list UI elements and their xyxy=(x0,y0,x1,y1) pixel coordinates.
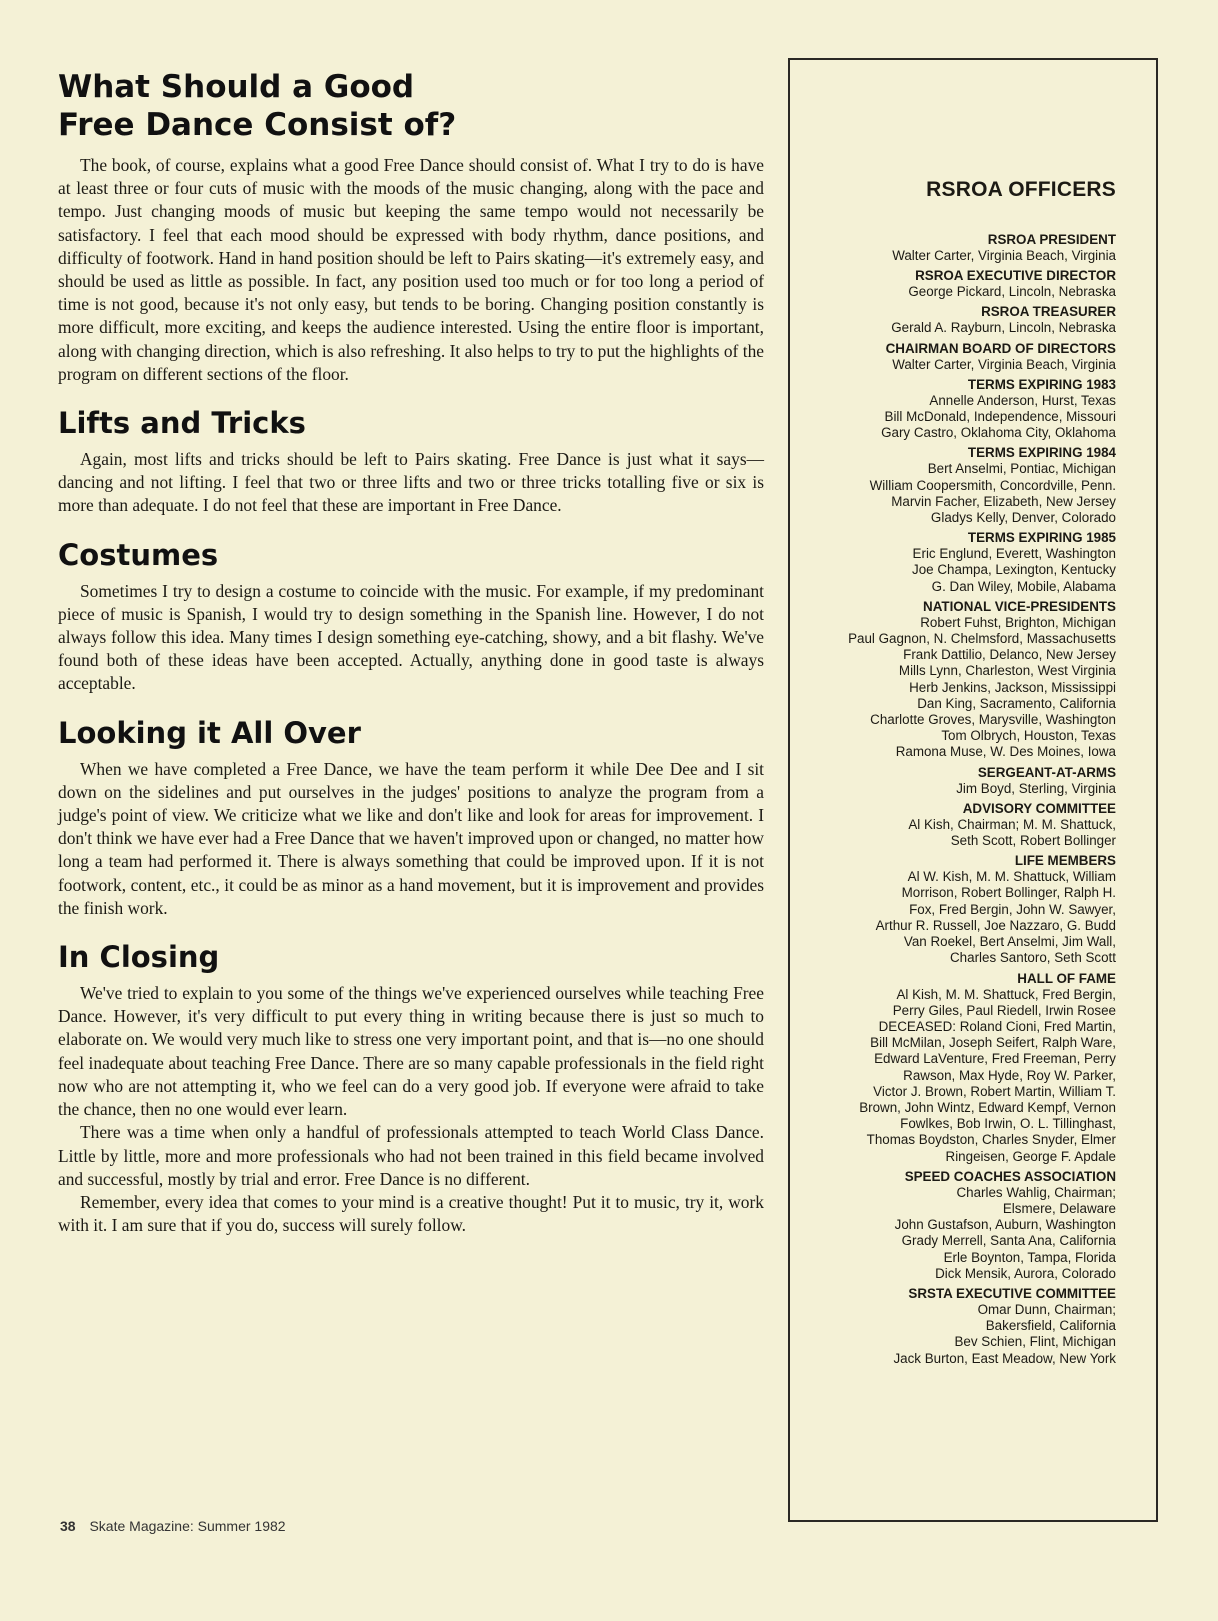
officer-entry: Dan King, Sacramento, California xyxy=(917,695,1116,711)
officer-entry: Victor J. Brown, Robert Martin, William T. xyxy=(873,1083,1116,1099)
officer-entry: William Coopersmith, Concordville, Penn. xyxy=(869,477,1116,493)
officer-section xyxy=(800,268,1116,300)
officer-entry: Al Kish, M. M. Shattuck, Fred Bergin, xyxy=(896,986,1116,1002)
section-paragraph: Again, most lifts and tricks should be left to Pairs skating. Free Dance is just what it says—dancing and not lifting. I feel that two or three lifts and two or three tricks totalling five or six is more than adequate. I do not feel that these are important in Free Dance. xyxy=(58,449,764,516)
officers-sidebar xyxy=(788,58,1158,1522)
page-footer xyxy=(60,1518,286,1534)
officer-section xyxy=(800,341,1116,373)
page-number: 38 xyxy=(60,1518,76,1534)
officer-section-title: RSROA TREASURER xyxy=(981,304,1116,320)
officer-entry: Gerald A. Rayburn, Lincoln, Nebraska xyxy=(891,320,1116,336)
officer-entry: Erle Boynton, Tampa, Florida xyxy=(943,1249,1116,1265)
officer-entry: Perry Giles, Paul Riedell, Irwin Rosee xyxy=(892,1002,1116,1018)
officer-entry: Edward LaVenture, Fred Freeman, Perry xyxy=(874,1051,1116,1067)
officer-section-title: CHAIRMAN BOARD OF DIRECTORS xyxy=(885,340,1116,356)
officer-section-title: SPEED COACHES ASSOCIATION xyxy=(904,1168,1116,1184)
officer-entry: Ringeisen, George F. Apdale xyxy=(945,1148,1116,1164)
officer-entry: Van Roekel, Bert Anselmi, Jim Wall, xyxy=(903,934,1116,950)
officer-section xyxy=(800,377,1116,442)
officer-entry: Brown, John Wintz, Edward Kempf, Vernon xyxy=(859,1099,1116,1115)
officer-section xyxy=(800,599,1116,761)
officer-entry: DECEASED: Roland Cioni, Fred Martin, xyxy=(878,1018,1116,1034)
officer-entry: Walter Carter, Virginia Beach, Virginia xyxy=(892,248,1116,263)
officer-entry: Al W. Kish, M. M. Shattuck, William xyxy=(907,869,1116,885)
publication-name: Skate Magazine: Summer 1982 xyxy=(89,1518,286,1534)
officer-entry: Bakersfield, California xyxy=(985,1318,1116,1334)
article-intro-paragraph: The book, of course, explains what a good Free Dance should consist of. What I try to do is have at least three or four cuts of music with the moods of the music changing, along with the pace and tempo. Just changing moods of music but keeping the same tempo would not necessarily be satisfactory. I feel that each mood should be expressed with body rhythm, dance positions, and difficulty of footwork. Hand in hand position should be left to Pairs skating—it's extremely easy, and should be used as little as possible. In fact, any position used too much or for too long a period of time is not good, because it's not only easy, but tends to be boring. Changing position constantly is more difficult, more exciting, and keeps the audience interested. Using the entire floor is important, along with changing direction, which is also refreshing. It also helps to try to put the highlights of the program on different sections of the floor. xyxy=(58,155,764,384)
section-heading-closing: In Closing xyxy=(58,940,220,975)
officer-entry: Robert Fuhst, Brighton, Michigan xyxy=(920,614,1116,630)
officer-entry: Frank Dattilio, Delanco, New Jersey xyxy=(903,647,1116,663)
officer-section-title: RSROA PRESIDENT xyxy=(987,232,1116,247)
article-title xyxy=(58,68,764,144)
officer-entry: Ramona Muse, W. Des Moines, Iowa xyxy=(895,744,1116,760)
section-heading-lifts: Lifts and Tricks xyxy=(58,406,306,441)
officer-entry: Al Kish, Chairman; M. M. Shattuck, xyxy=(908,816,1116,832)
officer-entry: Gladys Kelly, Denver, Colorado xyxy=(930,510,1116,526)
officer-entry: Charles Santoro, Seth Scott xyxy=(950,950,1116,966)
officer-section xyxy=(800,1169,1116,1282)
officer-section-title: NATIONAL VICE-PRESIDENTS xyxy=(923,598,1116,614)
officer-section xyxy=(800,304,1116,336)
officer-entry: Charles Wahlig, Chairman; xyxy=(956,1184,1116,1200)
officer-section-title: TERMS EXPIRING 1983 xyxy=(967,376,1116,392)
section-paragraph: Remember, every idea that comes to your mind is a creative thought! Put it to music, try it, work with it. I am sure that if you do, success will surely follow. xyxy=(58,1191,764,1236)
article-title-line-2: Free Dance Consist of? xyxy=(58,107,457,143)
officer-entry: Fowlkes, Bob Irwin, O. L. Tillinghast, xyxy=(900,1116,1116,1132)
officer-entry: Bert Anselmi, Pontiac, Michigan xyxy=(927,461,1116,477)
officer-entry: John Gustafson, Auburn, Washington xyxy=(894,1217,1116,1233)
officer-entry: Thomas Boydston, Charles Snyder, Elmer xyxy=(866,1132,1116,1148)
officer-entry: Bev Schien, Flint, Michigan xyxy=(954,1334,1116,1350)
officer-entry: Gary Castro, Oklahoma City, Oklahoma xyxy=(881,425,1116,441)
officer-section xyxy=(800,530,1116,595)
officer-entry: Arthur R. Russell, Joe Nazzaro, G. Budd xyxy=(875,917,1116,933)
officer-entry: Charlotte Groves, Marysville, Washington xyxy=(870,712,1116,728)
officer-entry: Bill McMilan, Joseph Seifert, Ralph Ware, xyxy=(870,1035,1116,1051)
officer-entry: Dick Mensik, Aurora, Colorado xyxy=(935,1265,1116,1281)
officer-section xyxy=(800,801,1116,849)
officer-entry: Morrison, Robert Bollinger, Ralph H. xyxy=(901,885,1116,901)
officer-section xyxy=(800,971,1116,1165)
officer-entry: Jim Boyd, Sterling, Virginia xyxy=(956,780,1116,796)
officer-entry: Walter Carter, Virginia Beach, Virginia xyxy=(892,356,1116,372)
section-heading-looking: Looking it All Over xyxy=(58,715,361,750)
officer-entry: Fox, Fred Bergin, John W. Sawyer, xyxy=(909,901,1116,917)
officer-entry: Jack Burton, East Meadow, New York xyxy=(893,1350,1116,1366)
officer-entry: Mills Lynn, Charleston, West Virginia xyxy=(898,663,1116,679)
officer-section-title: HALL OF FAME xyxy=(1017,970,1116,986)
officer-section-title: TERMS EXPIRING 1984 xyxy=(967,445,1116,461)
officer-section-title: ADVISORY COMMITTEE xyxy=(962,800,1116,816)
officer-section-title: SRSTA EXECUTIVE COMMITTEE xyxy=(908,1285,1116,1301)
section-paragraph: We've tried to explain to you some of the things we've experienced ourselves while teaching Free Dance. However, it's very difficult to put every thing in writing because there is just so much to elaborate on. We would very much like to stress one very important point, and that is—no one should feel inadequate about teaching Free Dance. There are so many capable professionals in the field right now who are not attempting it, who we feel can do a very good job. If everyone were afraid to take the chance, then no one would ever learn. xyxy=(58,983,764,1120)
officer-section xyxy=(800,1286,1116,1367)
officer-entry: Omar Dunn, Chairman; xyxy=(977,1301,1116,1317)
section-paragraph: There was a time when only a handful of professionals attempted to teach World Class Dance. Little by little, more and more professionals who had not been trained in this field became involved and successful, mostly by trial and error. Free Dance is no different. xyxy=(58,1122,764,1189)
officer-entry: George Pickard, Lincoln, Nebraska xyxy=(908,284,1116,300)
officer-section xyxy=(800,853,1116,966)
section-paragraph: When we have completed a Free Dance, we have the team perform it while Dee Dee and I sit down on the sidelines and put ourselves in the judges' positions to analyze the program from a judge's point of view. We criticize what we like and don't like and look for areas for improvement. I don't think we have ever had a Free Dance that we haven't improved upon or changed, no matter how long a team had performed it. There is always something that could be improved upon. If it is not footwork, content, etc., it could be as minor as a hand movement, but it is improvement and provides the finish work. xyxy=(58,758,764,918)
article-title-line-1: What Should a Good xyxy=(58,69,415,105)
officer-entry: G. Dan Wiley, Mobile, Alabama xyxy=(931,578,1116,594)
officer-entry: Marvin Facher, Elizabeth, New Jersey xyxy=(891,493,1116,509)
officer-section xyxy=(800,232,1116,264)
officer-section-title: RSROA EXECUTIVE DIRECTOR xyxy=(915,268,1116,284)
officer-entry: Bill McDonald, Independence, Missouri xyxy=(884,409,1116,425)
sidebar-sections xyxy=(800,232,1116,1367)
section-heading-costumes: Costumes xyxy=(58,537,219,572)
officer-entry: Tom Olbrych, Houston, Texas xyxy=(941,728,1116,744)
officer-entry: Elsmere, Delaware xyxy=(1002,1200,1116,1216)
officer-section-title: LIFE MEMBERS xyxy=(1014,853,1116,869)
officer-entry: Grady Merrell, Santa Ana, California xyxy=(901,1233,1116,1249)
officer-section xyxy=(800,765,1116,797)
sidebar-title: RSROA OFFICERS xyxy=(926,178,1116,201)
officer-entry: Paul Gagnon, N. Chelmsford, Massachusetts xyxy=(848,631,1116,647)
officer-entry: Herb Jenkins, Jackson, Mississippi xyxy=(909,679,1116,695)
officer-entry: Joe Champa, Lexington, Kentucky xyxy=(912,562,1116,578)
officer-section-title: SERGEANT-AT-ARMS xyxy=(977,764,1116,780)
section-paragraph: Sometimes I try to design a costume to coincide with the music. For example, if my predominant piece of music is Spanish, I would try to design something in the Spanish line. However, I do not always follow this idea. Many times I design something eye-catching, showy, and a bit flashy. We've found both of these ideas have been accepted. Actually, anything done in good taste is always acceptable. xyxy=(58,580,764,694)
article-column xyxy=(58,68,764,1237)
officer-entry: Rawson, Max Hyde, Roy W. Parker, xyxy=(903,1067,1116,1083)
officer-entry: Seth Scott, Robert Bollinger xyxy=(950,833,1116,849)
officer-section xyxy=(800,445,1116,526)
officer-section-title: TERMS EXPIRING 1985 xyxy=(967,530,1116,546)
officer-entry: Eric Englund, Everett, Washington xyxy=(912,546,1116,562)
officer-entry: Annelle Anderson, Hurst, Texas xyxy=(929,392,1116,408)
